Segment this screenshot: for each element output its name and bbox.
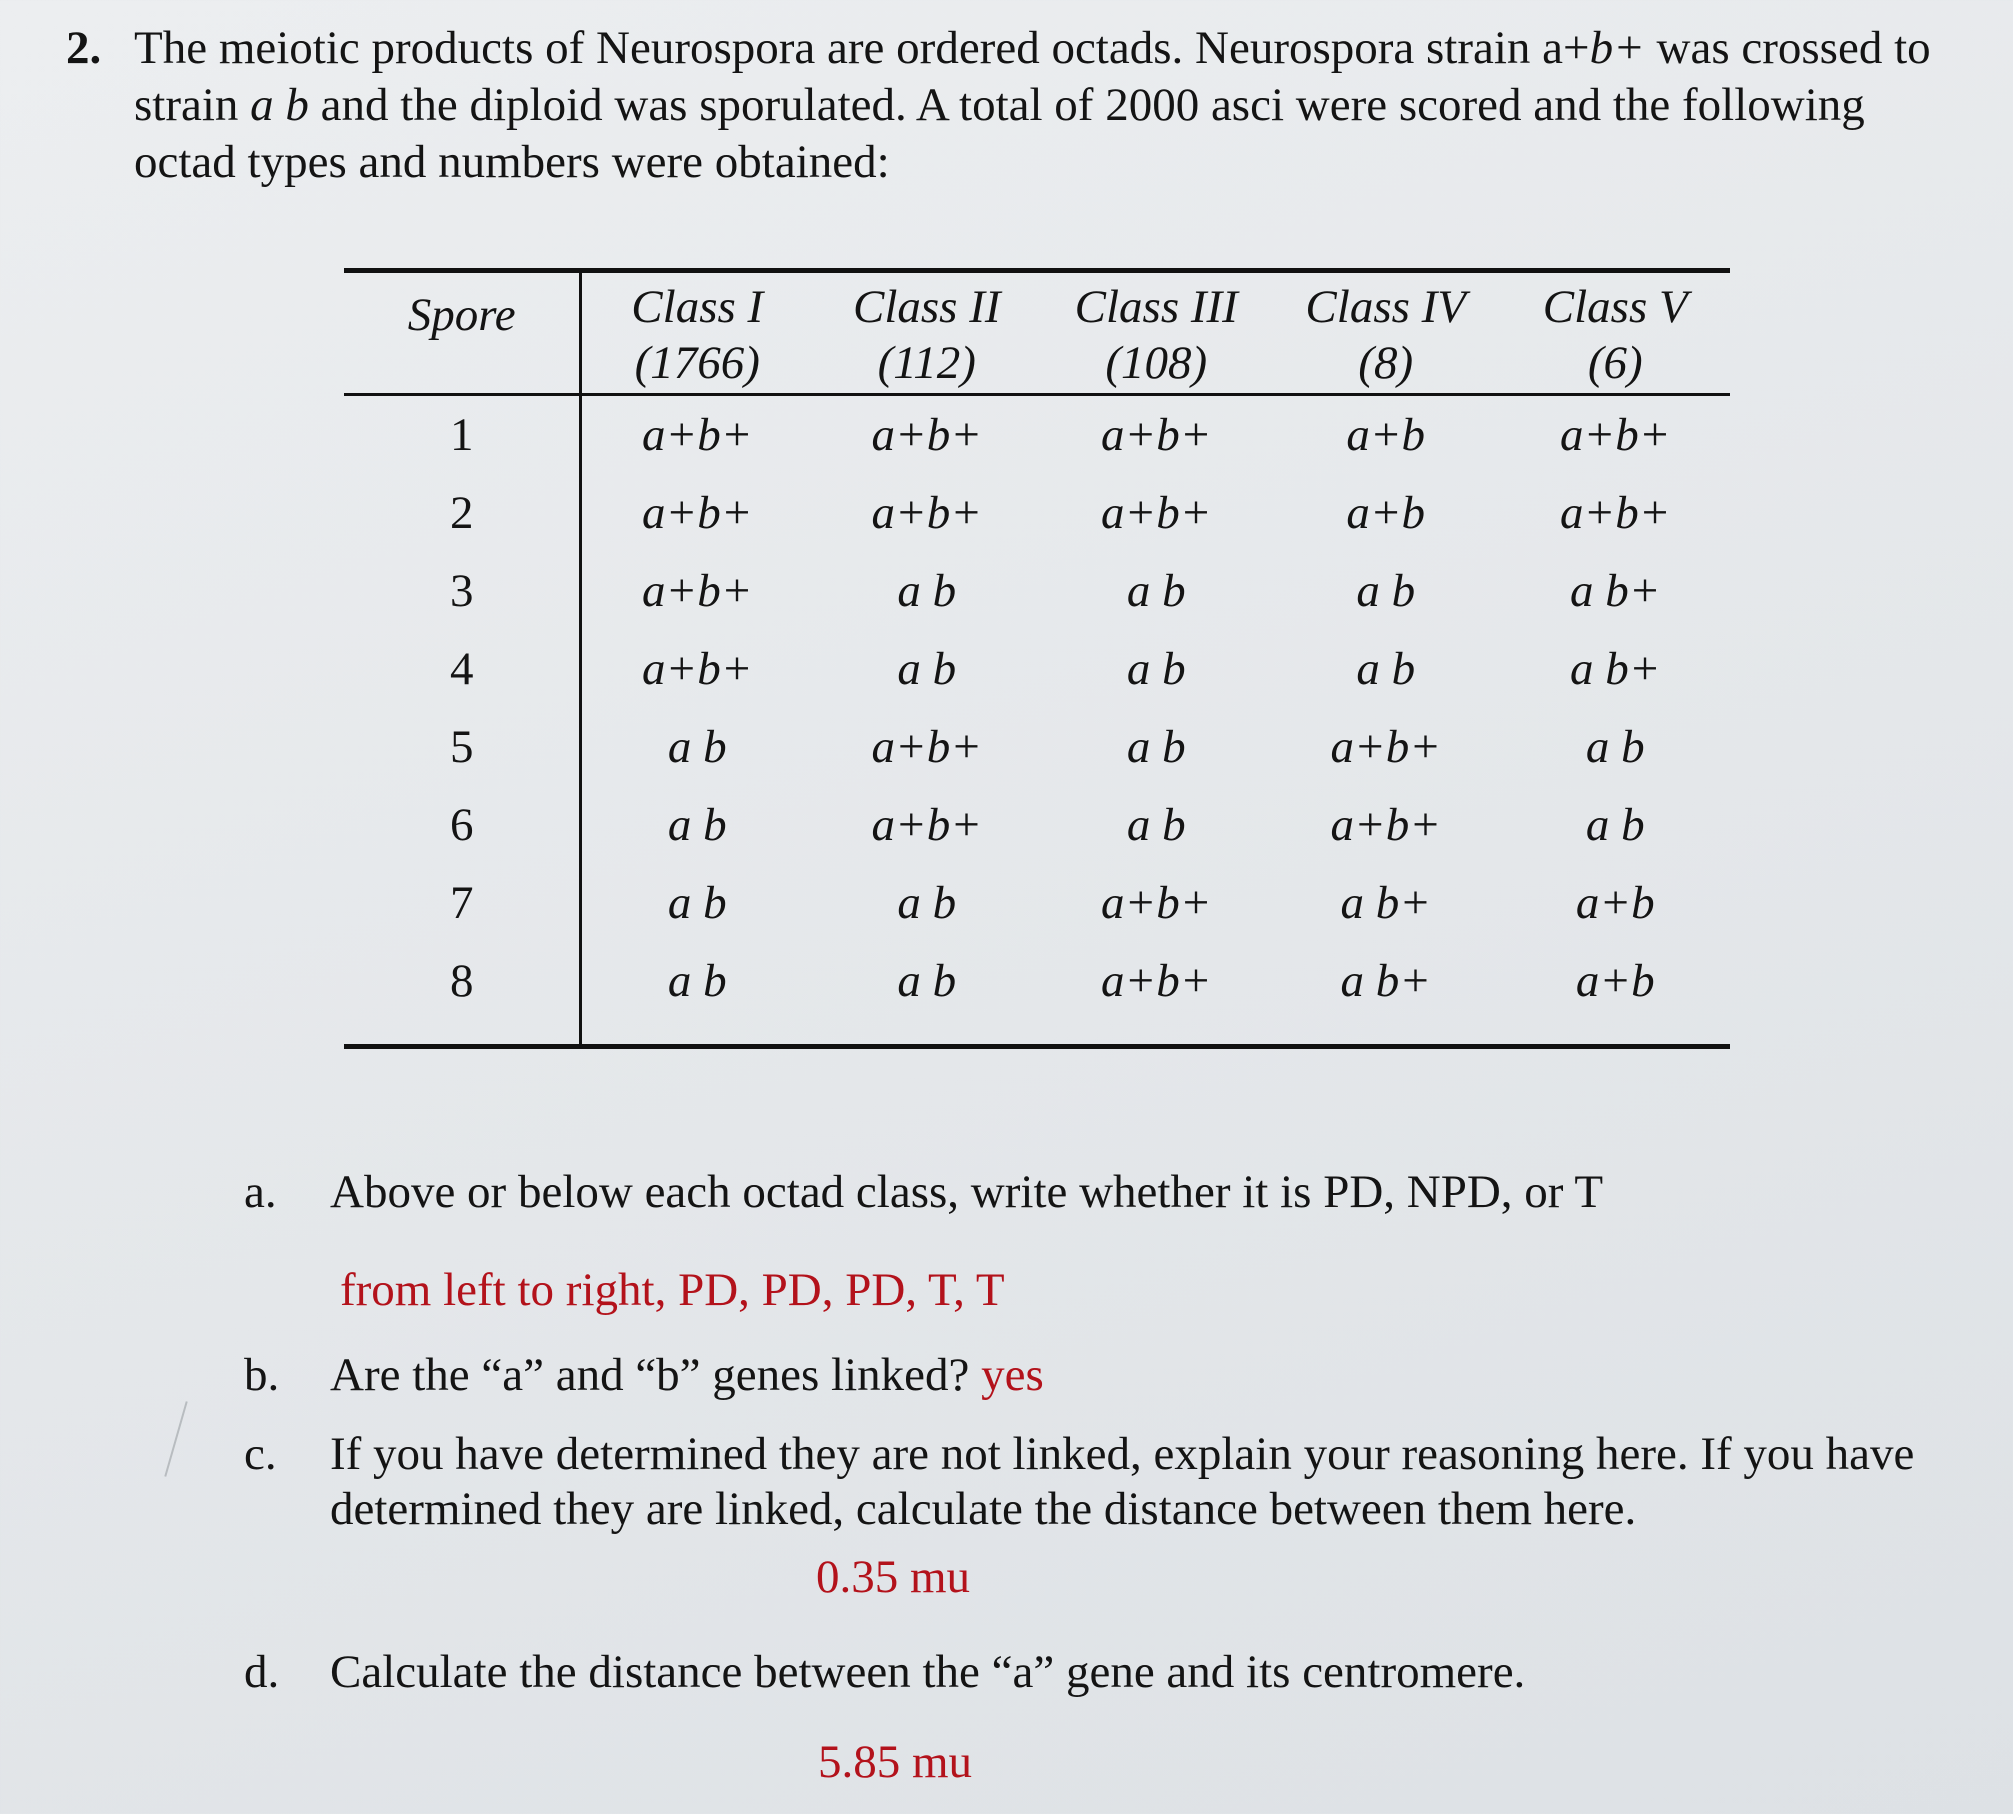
table-cell: a+b (1500, 942, 1730, 1047)
table-row (344, 864, 1730, 942)
table-cell: a+b+ (1560, 409, 1671, 461)
table-row (344, 630, 1730, 708)
table-cell: a b (1126, 565, 1186, 617)
question-c (244, 1427, 2013, 1537)
table-cell: a b (812, 942, 1041, 1047)
question-d (244, 1645, 2013, 1700)
answer-d: 5.85 mu (818, 1736, 973, 1788)
table-cell: a b (1126, 799, 1186, 851)
question-b (244, 1348, 2013, 1403)
table-cell: a b+ (1340, 877, 1431, 929)
table-cell: a+b (1346, 409, 1426, 461)
spore-number: 1 (344, 395, 581, 475)
answer-c: 0.35 mu (816, 1551, 971, 1603)
question-a (244, 1165, 2013, 1220)
table-cell: a+b+ (871, 721, 982, 773)
question-text: If you have determined they are not linked, explain your reasoning here. If you have determined they are linked, calculate the distance between them here. (330, 1428, 1915, 1535)
table-cell: a+b+ (1101, 487, 1212, 539)
table-cell: a+b+ (871, 409, 982, 461)
question-text: Above or below each octad class, write whether it is PD, NPD, or T (330, 1166, 1604, 1218)
table-cell: a b (897, 877, 957, 929)
table-cell: a b (1356, 643, 1416, 695)
table-cell: a b+ (1271, 942, 1500, 1047)
table-cell: a+b+ (642, 565, 753, 617)
table-cell: a b (667, 877, 727, 929)
table-cell: a b (667, 799, 727, 851)
table-cell: a+b+ (642, 487, 753, 539)
table-cell: a b (897, 643, 957, 695)
table-row (344, 552, 1730, 630)
table-cell: a+b (1346, 487, 1426, 539)
spore-number: 8 (344, 942, 581, 1047)
class-header: Class I (1766) (631, 281, 764, 389)
spore-header: Spore (344, 271, 581, 395)
question-letter: a. (244, 1166, 277, 1218)
table-cell: a+b+ (642, 409, 753, 461)
answer-a: from left to right, PD, PD, PD, T, T (340, 1264, 1005, 1316)
table-cell: a b (667, 721, 727, 773)
table-header-row (344, 271, 1730, 395)
class-header: Class II (112) (852, 281, 1001, 389)
table-cell: a b (1356, 565, 1416, 617)
problem-text: The meiotic products of Neurospora are ordered octads. Neurospora strain a+b+ was crossed to strain a b and the diploid was sporulated. A total of 2000 asci were scored and the following octad types and numbers were obtained: (134, 22, 1931, 188)
table-cell: a b (1585, 721, 1645, 773)
question-text: Calculate the distance between the “a” gene and its centromere. (330, 1646, 1526, 1698)
table-cell: a+b+ (1560, 487, 1671, 539)
table-row (344, 708, 1730, 786)
class-header: Class IV (8) (1305, 281, 1467, 389)
table-cell: a b (897, 565, 957, 617)
table-cell: a b (1585, 799, 1645, 851)
table-cell: a b (581, 942, 812, 1047)
spore-number: 4 (344, 630, 581, 708)
table-cell: a+b (1575, 877, 1655, 929)
table-cell: a b+ (1569, 643, 1661, 695)
table-cell: a+b+ (1041, 942, 1270, 1047)
table-cell: a+b+ (871, 799, 982, 851)
table-cell: a b (1126, 643, 1186, 695)
table-cell: a+b+ (1330, 799, 1441, 851)
question-letter: b. (244, 1349, 280, 1401)
table-cell: a+b+ (1330, 721, 1441, 773)
table-row (344, 942, 1730, 1047)
table-row (344, 395, 1730, 475)
question-letter: c. (244, 1428, 277, 1480)
spore-number: 5 (344, 708, 581, 786)
pencil-mark (164, 1401, 187, 1477)
problem-statement (66, 20, 1946, 191)
spore-number: 3 (344, 552, 581, 630)
question-text: Are the “a” and “b” genes linked? (330, 1349, 970, 1401)
table-row (344, 786, 1730, 864)
octad-table (344, 268, 1730, 1049)
spore-number: 2 (344, 474, 581, 552)
table-cell: a+b+ (642, 643, 753, 695)
spore-number: 7 (344, 864, 581, 942)
table-cell: a b (1126, 721, 1186, 773)
class-header: Class III (108) (1074, 281, 1238, 389)
spore-number: 6 (344, 786, 581, 864)
table-cell: a+b+ (1101, 409, 1212, 461)
problem-number: 2. (66, 22, 102, 74)
table-cell: a+b+ (871, 487, 982, 539)
question-letter: d. (244, 1646, 280, 1698)
table-cell: a+b+ (1101, 877, 1212, 929)
table-row (344, 474, 1730, 552)
answer-b: yes (981, 1349, 1044, 1401)
table-cell: a b+ (1569, 565, 1661, 617)
class-header: Class V (6) (1542, 281, 1688, 389)
